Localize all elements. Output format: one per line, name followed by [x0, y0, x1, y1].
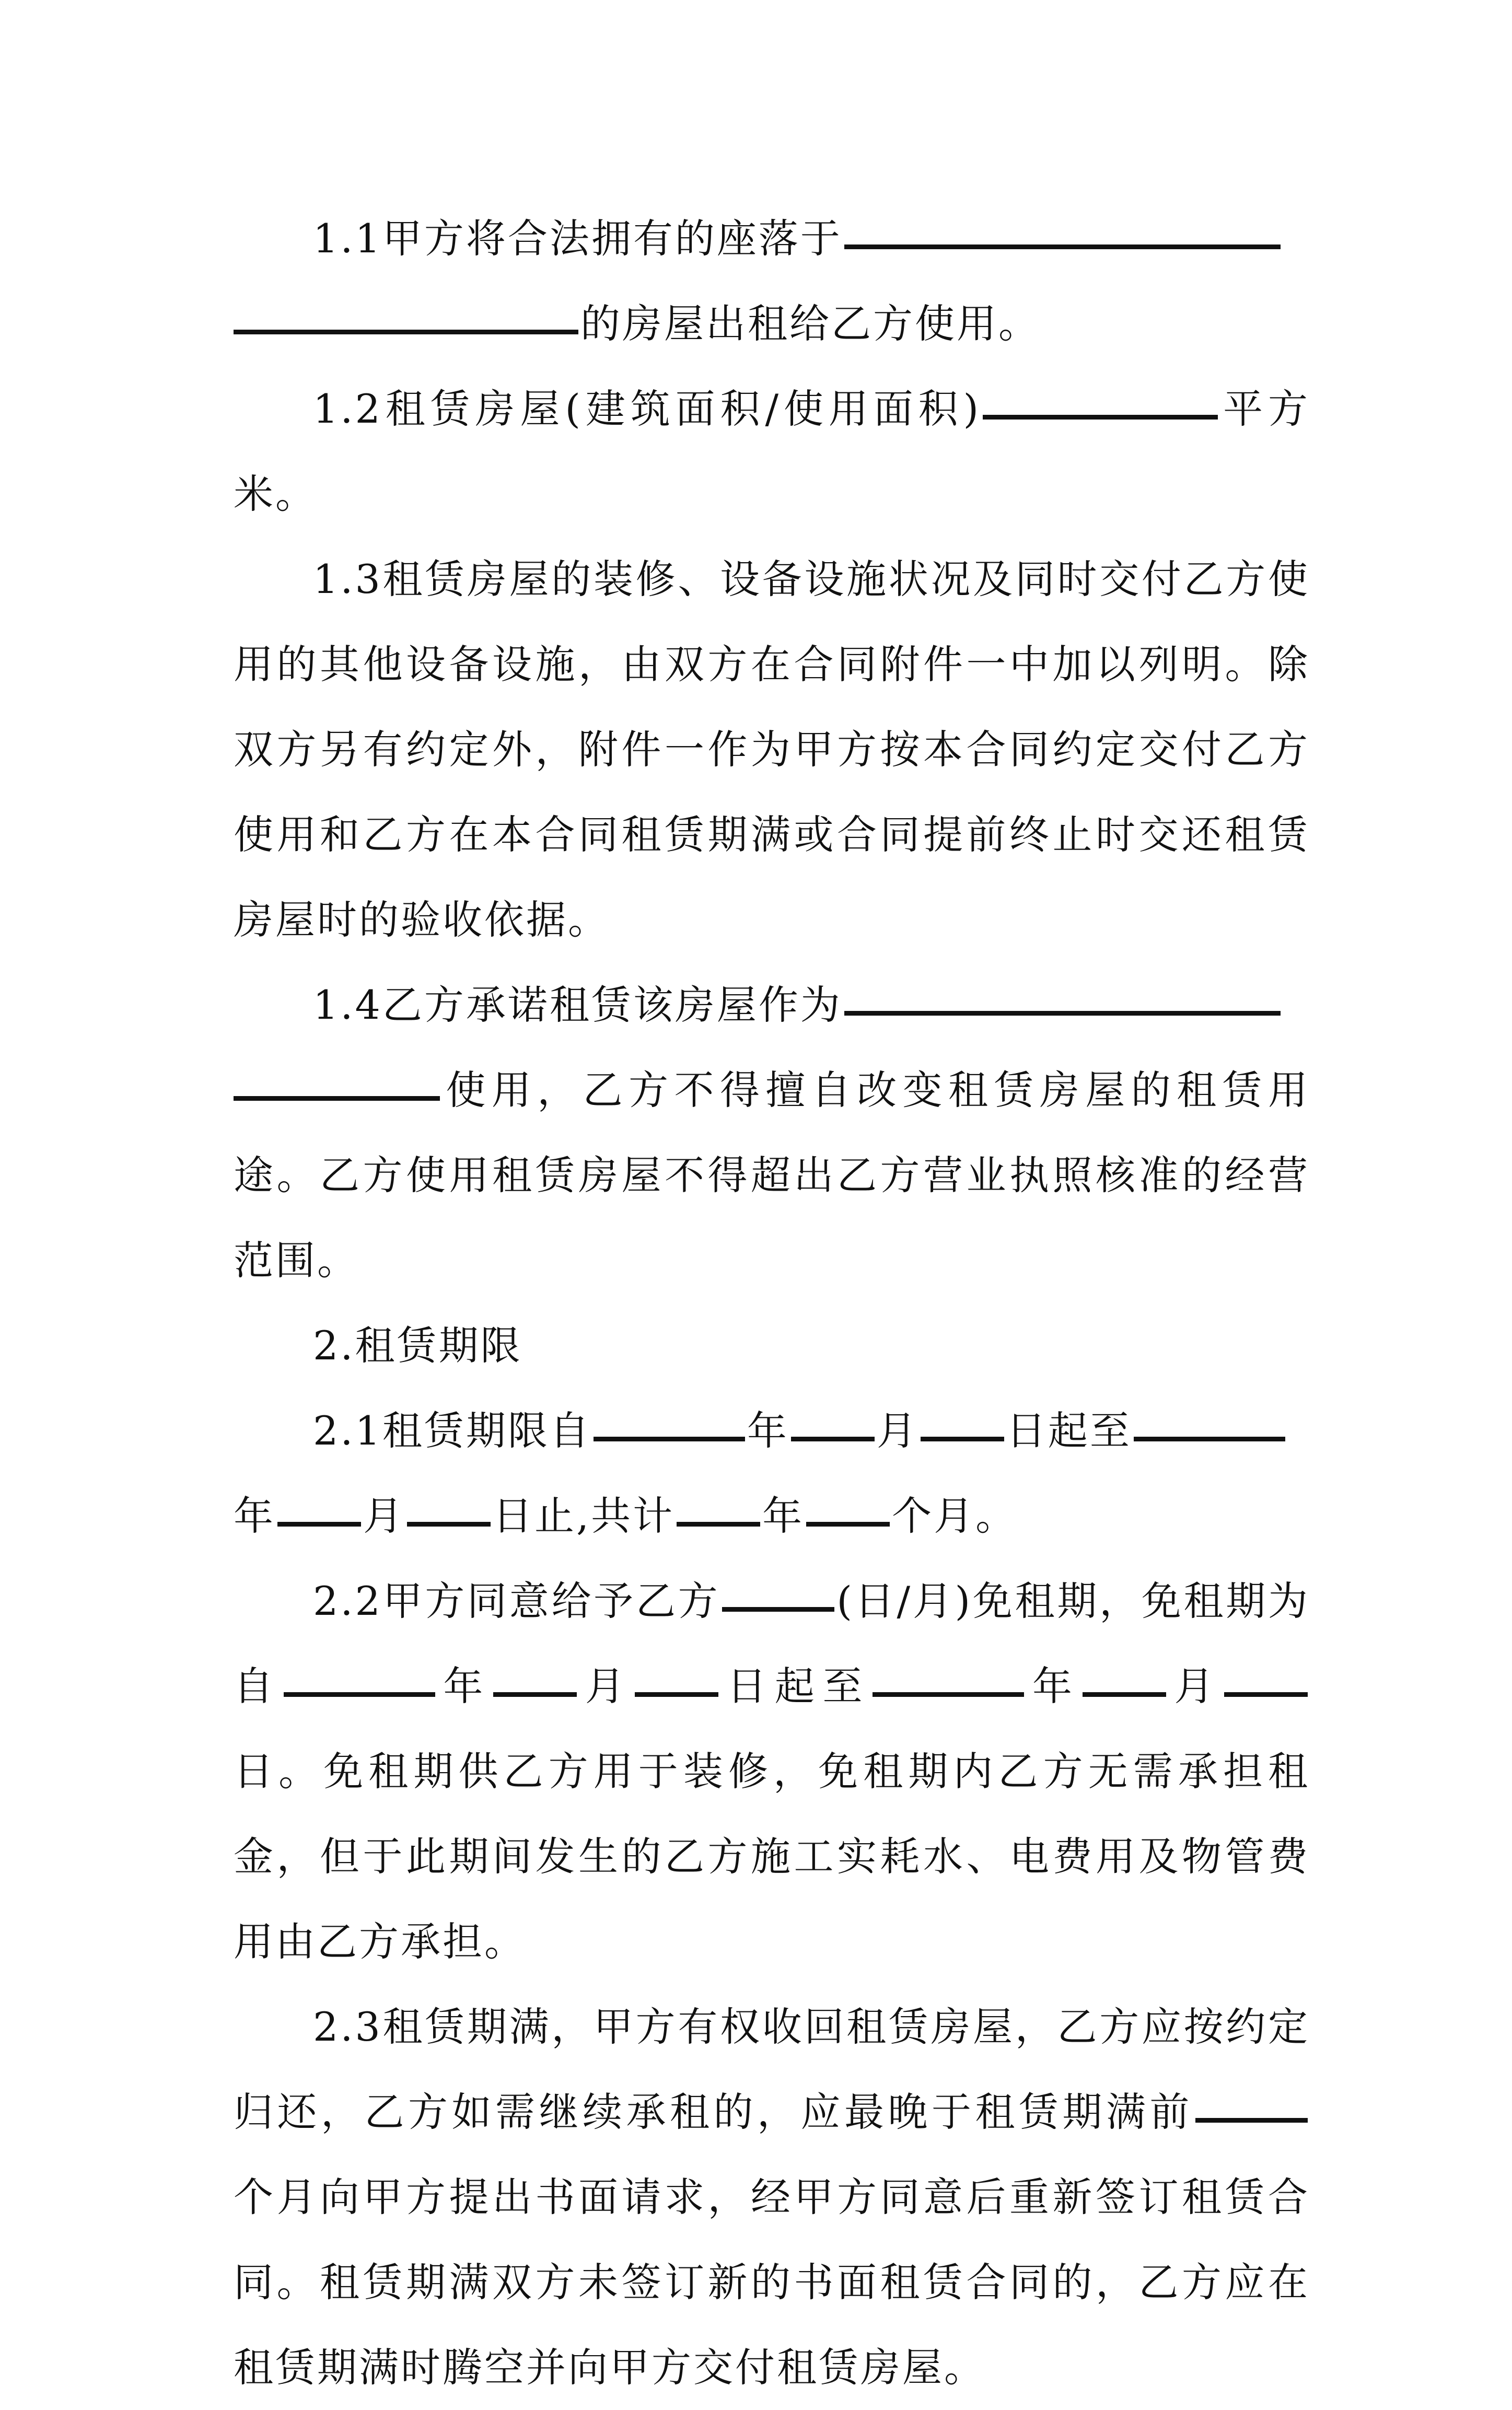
free-period-blank[interactable] [722, 1607, 834, 1612]
tail-month-label: 个月。 [892, 1493, 1018, 1539]
clause-2-3-tail: 个月向甲方提出书面请求，经甲方同意后重新签订租赁合同。租赁期满双方未签订新的书面租赁合同的，乙方应在租赁期满时腾空并向甲方交付租赁房屋。 [234, 2174, 1310, 2391]
contract-body [234, 196, 1310, 2410]
start-month-blank[interactable] [791, 1437, 875, 1441]
end-year-blank[interactable] [1134, 1437, 1285, 1441]
usage-blank[interactable] [844, 1011, 1281, 1016]
clause-2-1-text: 2.1租赁期限自 [313, 1407, 591, 1454]
free-end-month-blank[interactable] [1083, 1692, 1166, 1697]
year-label-5: 年 [1026, 1663, 1080, 1709]
month-label-4: 月 [579, 1663, 633, 1709]
day-end-label: 日。 [234, 1748, 324, 1795]
year-label-2: 年 [234, 1493, 275, 1539]
clause-1-1-text: 1.1甲方将合法拥有的座落于 [313, 215, 842, 262]
free-start-year-blank[interactable] [284, 1692, 435, 1697]
section-2-title: 2.租赁期限 [313, 1322, 522, 1369]
section-2-heading [234, 1303, 1310, 1388]
year-label: 年 [747, 1407, 789, 1454]
clause-1-2 [234, 366, 1310, 537]
usage-blank-continued[interactable] [234, 1096, 440, 1101]
month-label-2: 月 [363, 1493, 405, 1539]
year-label-3: 年 [762, 1493, 805, 1539]
total-months-blank[interactable] [806, 1522, 890, 1527]
year-label-4: 年 [437, 1663, 492, 1709]
end-label: 日止,共计 [493, 1493, 675, 1539]
location-blank[interactable] [844, 245, 1281, 249]
clause-2-2-text: 2.2甲方同意给予乙方 [313, 1578, 720, 1624]
end-day-blank[interactable] [407, 1522, 491, 1527]
clause-1-4 [234, 962, 1310, 1303]
clause-1-3-text: 1.3租赁房屋的装修、设备设施状况及同时交付乙方使用的其他设备设施，由双方在合同附件一中加以列明。除双方另有约定外，附件一作为甲方按本合同约定交付乙方使用和乙方在本合同租赁期满或合同提前终止时交还租赁房屋时的验收依据。 [234, 556, 1310, 943]
clause-1-3 [234, 537, 1310, 962]
clause-2-2-tail: 免租期供乙方用于装修，免租期内乙方无需承担租金，但于此期间发生的乙方施工实耗水、电费用及物管费用由乙方承担。 [234, 1748, 1310, 1965]
area-blank[interactable] [983, 415, 1218, 420]
start-day-blank[interactable] [921, 1437, 1004, 1441]
clause-2-1 [234, 1388, 1310, 1558]
location-blank-continued[interactable] [234, 330, 578, 334]
day-from-label-2: 日起至 [720, 1663, 871, 1709]
total-years-blank[interactable] [677, 1522, 760, 1527]
clause-2-2 [234, 1558, 1310, 1984]
free-end-day-blank[interactable] [1224, 1692, 1308, 1697]
clause-1-2-text: 1.2租赁房屋(建筑面积/使用面积) [313, 386, 981, 432]
month-label: 月 [876, 1407, 918, 1454]
free-start-month-blank[interactable] [493, 1692, 577, 1697]
free-period-text: (日/月)免租期，免租期为自 [234, 1578, 1310, 1709]
free-end-year-blank[interactable] [873, 1692, 1024, 1697]
clause-1-1 [234, 196, 1310, 366]
end-month-blank[interactable] [277, 1522, 361, 1527]
start-year-blank[interactable] [594, 1437, 745, 1441]
clause-1-2-tail: 平方米。 [234, 386, 1310, 517]
clause-1-4-text: 1.4乙方承诺租赁该房屋作为 [313, 982, 842, 1028]
renewal-months-blank[interactable] [1195, 2118, 1308, 2123]
day-from-label: 日起至 [1006, 1407, 1132, 1454]
clause-2-3 [234, 1984, 1310, 2410]
month-label-5: 月 [1168, 1663, 1223, 1709]
free-start-day-blank[interactable] [635, 1692, 718, 1697]
clause-1-4-tail: 使用，乙方不得擅自改变租赁房屋的租赁用途。乙方使用租赁房屋不得超出乙方营业执照核准的经营范围。 [234, 1067, 1310, 1284]
clause-1-1-tail: 的房屋出租给乙方使用。 [580, 300, 1040, 347]
clause-2-3-text: 2.3租赁期满，甲方有权收回租赁房屋，乙方应按约定归还，乙方如需继续承租的，应最晚于租赁期满前 [234, 2004, 1310, 2135]
